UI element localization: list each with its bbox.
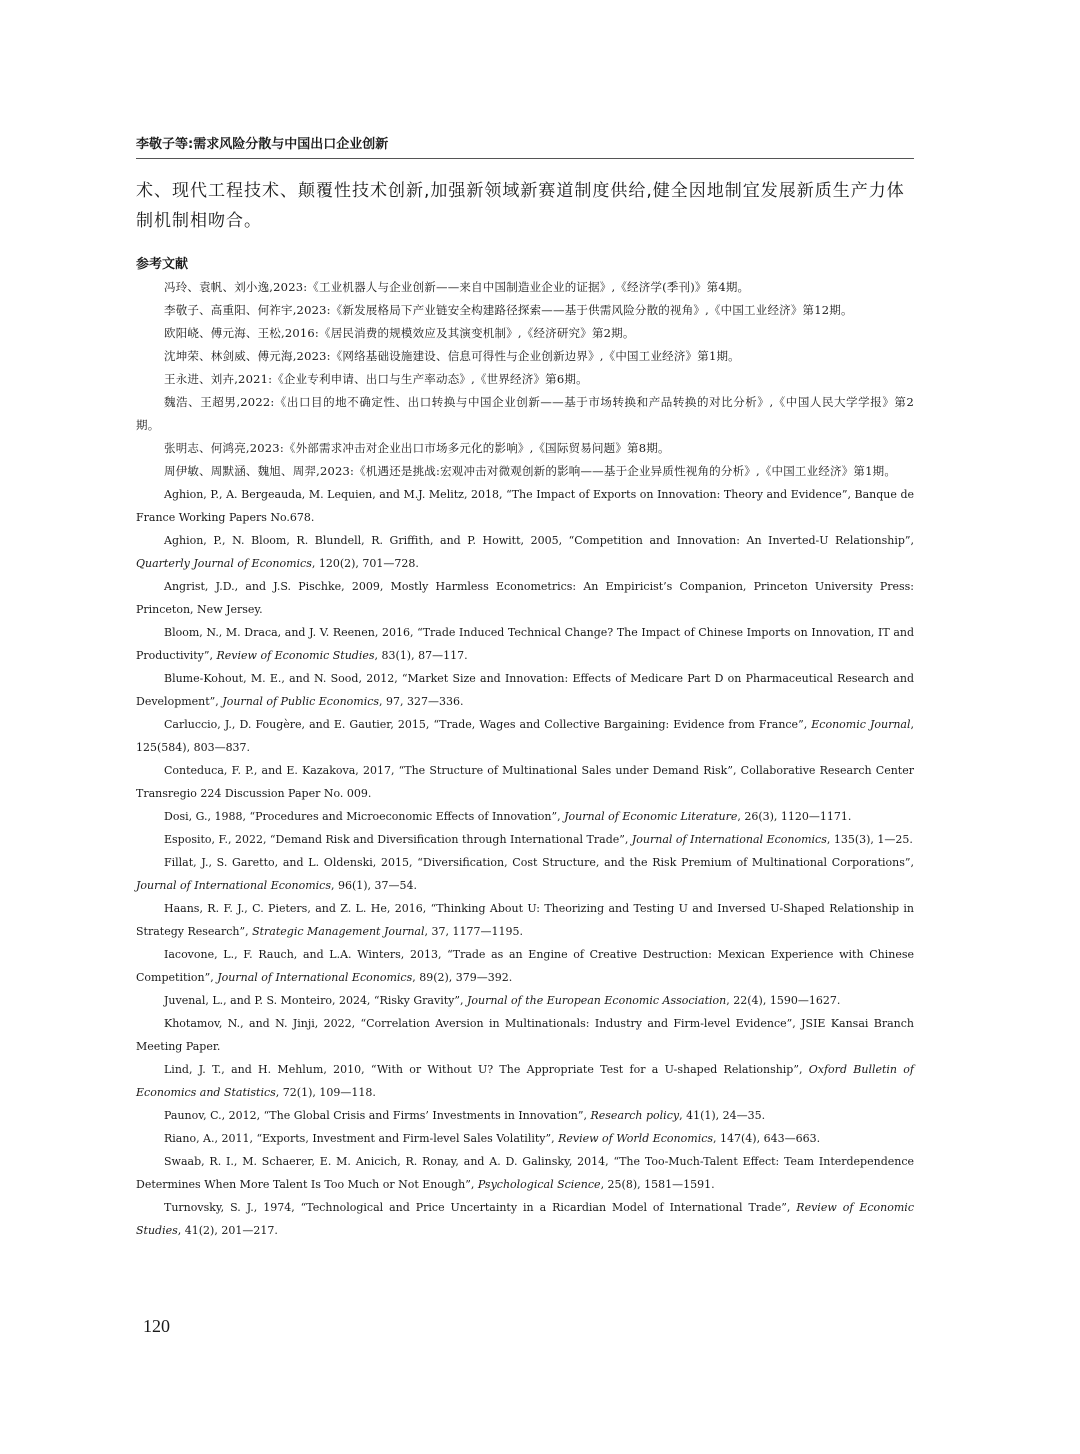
reference-text: Swaab, R. I., M. Schaerer, E. M. Anicich, R. Ronay, and A. D. Galinsky, 2014, “The Too-Much-Talent Effect: Team Interdependence Determines When More Talent Is Too Much or Not Enough”, <box>136 1155 914 1191</box>
reference-text: 周伊敏、周默涵、魏旭、周羿,2023:《机遇还是挑战:宏观冲击对微观创新的影响——基于企业异质性视角的分析》,《中国工业经济》第1期。 <box>164 464 897 478</box>
reference-text: Bloom, N., M. Draca, and J. V. Reenen, 2016, “Trade Induced Technical Change? The Impact of Chinese Imports on Innovation, IT and Productivity”, <box>136 626 914 662</box>
journal-title: Review of World Economics <box>558 1132 714 1145</box>
reference-entry <box>136 805 914 828</box>
reference-entry <box>136 391 914 437</box>
reference-text: Paunov, C., 2012, “The Global Crisis and Firms’ Investments in Innovation”, <box>164 1109 591 1122</box>
reference-entry <box>136 1058 914 1104</box>
journal-title: Psychological Science <box>477 1178 601 1191</box>
reference-entry <box>136 368 914 391</box>
reference-entry <box>136 989 914 1012</box>
reference-entry <box>136 460 914 483</box>
reference-text: , 89(2), 379—392. <box>412 971 513 984</box>
reference-text: Aghion, P., A. Bergeauda, M. Lequien, and M.J. Melitz, 2018, “The Impact of Exports on Innovation: Theory and Evidence”, Banque de France Working Papers No.678. <box>136 488 914 524</box>
reference-text: 李敬子、高重阳、何祚宇,2023:《新发展格局下产业链安全构建路径探索——基于供需风险分散的视角》,《中国工业经济》第12期。 <box>164 303 853 317</box>
journal-title: Journal of International Economics <box>136 879 331 892</box>
reference-entry <box>136 828 914 851</box>
references-list <box>136 276 914 1242</box>
journal-title: Review of Economic Studies <box>216 649 375 662</box>
journal-title: Strategic Management Journal <box>252 925 425 938</box>
reference-text: Conteduca, F. P., and E. Kazakova, 2017, “The Structure of Multinational Sales under Demand Risk”, Collaborative Research Center Transregio 224 Discussion Paper No. 009. <box>136 764 914 800</box>
journal-title: Journal of International Economics <box>217 971 413 984</box>
reference-text: , 96(1), 37—54. <box>330 879 418 892</box>
reference-entry <box>136 897 914 943</box>
reference-entry <box>136 1127 914 1150</box>
reference-text: , 37, 1177—1195. <box>424 925 523 938</box>
reference-text: 沈坤荣、林剑威、傅元海,2023:《网络基础设施建设、信息可得性与企业创新边界》,《中国工业经济》第1期。 <box>164 349 740 363</box>
reference-text: Riano, A., 2011, “Exports, Investment and Firm-level Sales Volatility”, <box>164 1132 559 1145</box>
journal-title: Journal of Economic Literature <box>564 810 738 823</box>
reference-entry <box>136 437 914 460</box>
reference-entry <box>136 276 914 299</box>
reference-text: , 41(1), 24—35. <box>679 1109 766 1122</box>
reference-text: 王永进、刘卉,2021:《企业专利申请、出口与生产率动态》,《世界经济》第6期。 <box>164 372 588 386</box>
reference-text: , 72(1), 109—118. <box>275 1086 376 1099</box>
reference-text: , 25(8), 1581—1591. <box>600 1178 715 1191</box>
reference-text: Dosi, G., 1988, “Procedures and Microeconomic Effects of Innovation”, <box>164 810 565 823</box>
reference-entry <box>136 299 914 322</box>
reference-text: , 41(2), 201—217. <box>177 1224 278 1237</box>
reference-text: , 147(4), 643—663. <box>713 1132 821 1145</box>
reference-entry <box>136 1196 914 1242</box>
reference-entry <box>136 529 914 575</box>
reference-text: Iacovone, L., F. Rauch, and L.A. Winters, 2013, “Trade as an Engine of Creative Destruction: Mexican Experience with Chinese Competition”, <box>136 948 914 984</box>
reference-entry <box>136 345 914 368</box>
reference-entry <box>136 483 914 529</box>
journal-title: Quarterly Journal of Economics <box>136 557 312 570</box>
journal-title: Review of Economic Studies <box>136 1201 914 1237</box>
running-header <box>136 136 914 159</box>
reference-text: , 26(3), 1120—1171. <box>737 810 852 823</box>
reference-text: Fillat, J., S. Garetto, and L. Oldenski, 2015, “Diversification, Cost Structure, and the Risk Premium of Multinational Corporations”, <box>164 856 914 869</box>
reference-text: , 97, 327—336. <box>379 695 464 708</box>
page-number: 120 <box>143 1316 170 1336</box>
reference-text: Aghion, P., N. Bloom, R. Blundell, R. Griffith, and P. Howitt, 2005, “Competition and Innovation: An Inverted-U Relationship”, <box>164 534 914 547</box>
reference-entry <box>136 621 914 667</box>
reference-entry <box>136 667 914 713</box>
reference-text: 冯玲、袁帆、刘小逸,2023:《工业机器人与企业创新——来自中国制造业企业的证据》,《经济学(季刊)》第4期。 <box>164 280 750 294</box>
reference-text: Carluccio, J., D. Fougère, and E. Gautier, 2015, “Trade, Wages and Collective Bargaining: Evidence from France”, <box>164 718 812 731</box>
running-title: 李敬子等:需求风险分散与中国出口企业创新 <box>136 137 389 152</box>
reference-text: 欧阳峣、傅元海、王松,2016:《居民消费的规模效应及其演变机制》,《经济研究》第2期。 <box>164 326 635 340</box>
lead-paragraph: 术、现代工程技术、颠覆性技术创新,加强新领域新赛道制度供给,健全因地制宜发展新质生产力体制机制相吻合。 <box>136 181 905 231</box>
reference-text: , 22(4), 1590—1627. <box>726 994 841 1007</box>
reference-text: , 83(1), 87—117. <box>374 649 468 662</box>
reference-entry <box>136 1012 914 1058</box>
reference-entry <box>136 713 914 759</box>
reference-entry <box>136 322 914 345</box>
reference-entry <box>136 575 914 621</box>
reference-text: , 135(3), 1—25. <box>826 833 913 846</box>
journal-title: Journal of Public Economics <box>222 695 380 708</box>
reference-text: Haans, R. F. J., C. Pieters, and Z. L. He, 2016, “Thinking About U: Theorizing and Testing U and Inversed U-Shaped Relationship in Strategy Research”, <box>136 902 914 938</box>
reference-text: Esposito, F., 2022, “Demand Risk and Diversification through International Trade”, <box>164 833 632 846</box>
reference-text: 张明志、何鸿亮,2023:《外部需求冲击对企业出口市场多元化的影响》,《国际贸易问题》第8期。 <box>164 441 670 455</box>
reference-text: Angrist, J.D., and J.S. Pischke, 2009, Mostly Harmless Econometrics: An Empiricist’s Companion, Princeton University Press: Princeton, New Jersey. <box>136 580 914 616</box>
journal-title: Oxford Bulletin of Economics and Statistics <box>136 1063 914 1099</box>
reference-text: , 125(584), 803—837. <box>136 718 914 754</box>
reference-entry <box>136 851 914 897</box>
journal-title: Journal of the European Economic Association <box>466 994 727 1007</box>
journal-title: Journal of International Economics <box>631 833 827 846</box>
references-heading: 参考文献 <box>136 257 189 272</box>
journal-title: Economic Journal <box>811 718 911 731</box>
reference-text: , 120(2), 701—728. <box>311 557 419 570</box>
reference-text: Juvenal, L., and P. S. Monteiro, 2024, “Risky Gravity”, <box>164 994 467 1007</box>
reference-text: 魏浩、王超男,2022:《出口目的地不确定性、出口转换与中国企业创新——基于市场转换和产品转换的对比分析》,《中国人民大学学报》第2期。 <box>136 395 914 432</box>
reference-text: Khotamov, N., and N. Jinji, 2022, “Correlation Aversion in Multinationals: Industry and Firm-level Evidence”, JSIE Kansai Branch Meeting Paper. <box>136 1017 914 1053</box>
reference-text: Blume-Kohout, M. E., and N. Sood, 2012, “Market Size and Innovation: Effects of Medicare Part D on Pharmaceutical Research and Development”, <box>136 672 914 708</box>
reference-entry <box>136 943 914 989</box>
reference-entry <box>136 759 914 805</box>
reference-entry <box>136 1104 914 1127</box>
journal-title: Research policy <box>590 1109 680 1122</box>
reference-entry <box>136 1150 914 1196</box>
reference-text: Turnovsky, S. J., 1974, “Technological and Price Uncertainty in a Ricardian Model of International Trade”, <box>164 1201 797 1214</box>
reference-text: Lind, J. T., and H. Mehlum, 2010, “With or Without U? The Appropriate Test for a U-shaped Relationship”, <box>164 1063 809 1076</box>
